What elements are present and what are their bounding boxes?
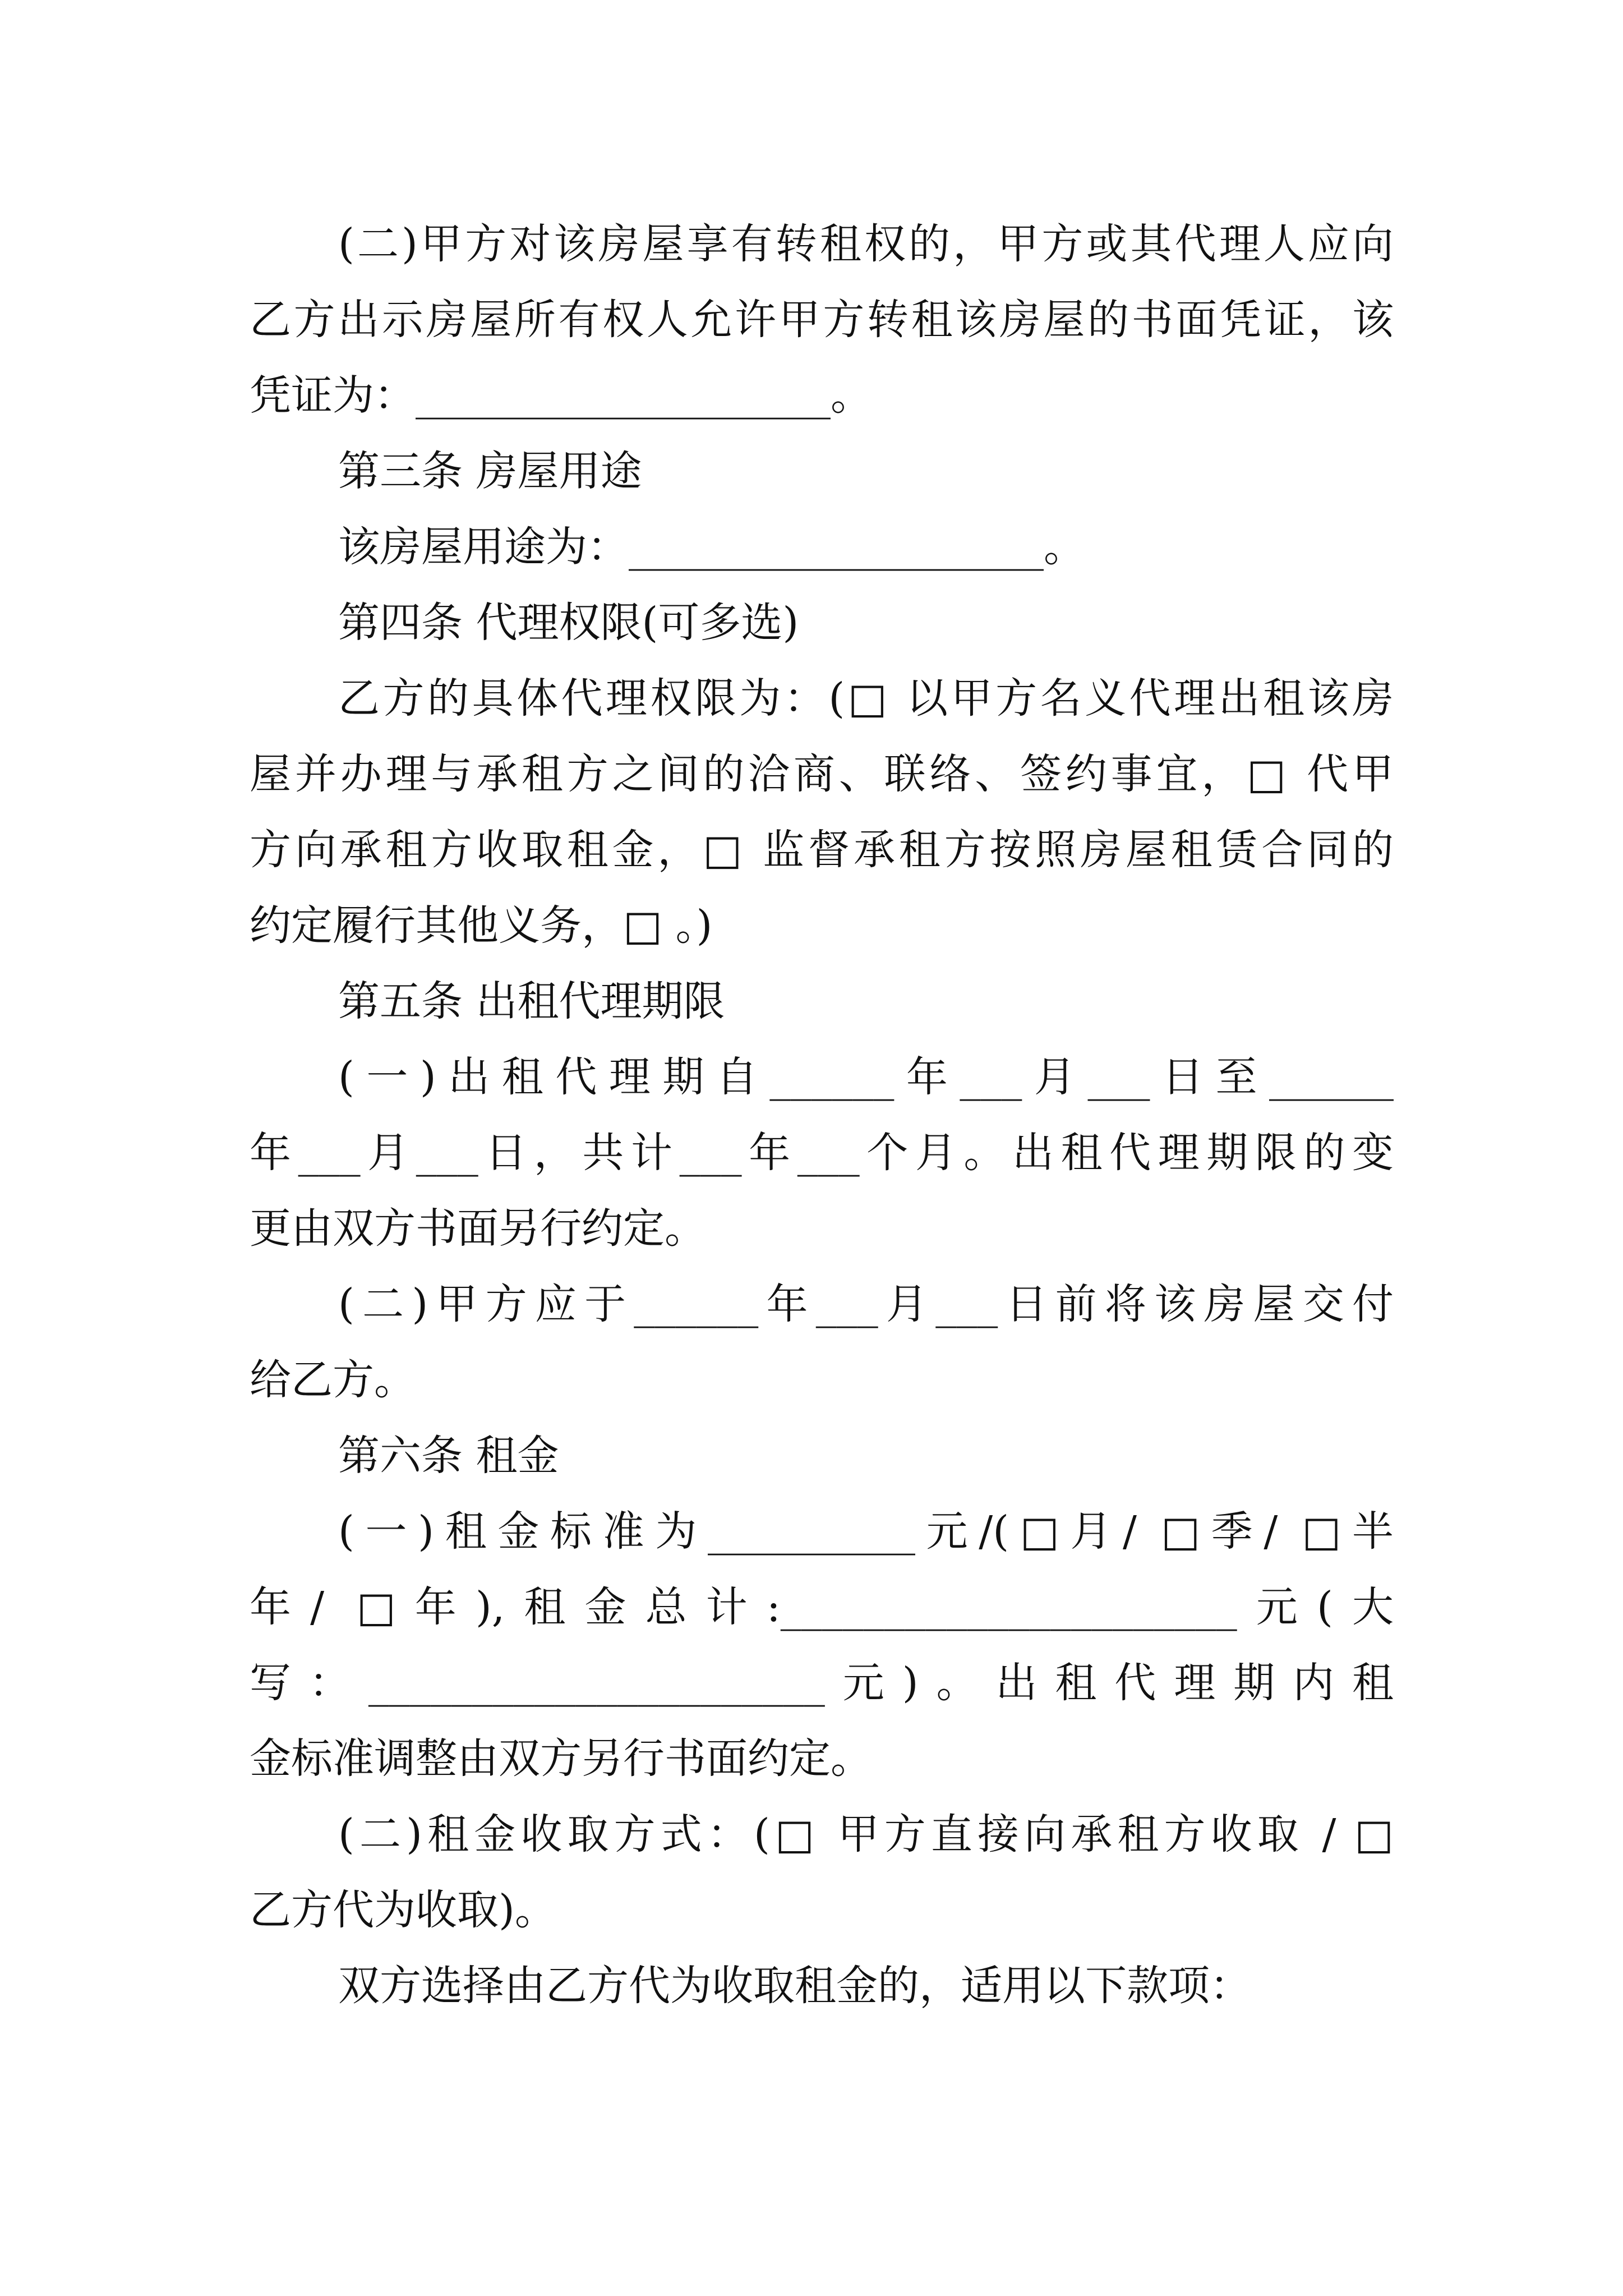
section-heading [338,962,1394,1041]
line-text: 双方选择由乙方代为收取租金的，适用以下款项： [338,1962,1251,2010]
paragraph-line [250,356,1394,435]
paragraph-line [250,1568,1394,1646]
line-text: 乙方的具体代理权限为：(□ 以甲方名义代理出租该房 [338,674,1394,723]
paragraph-line [338,659,1394,738]
line-text: (一)出租代理期自______年___月___日至______ [338,1053,1394,1101]
paragraph-line [250,886,1394,965]
paragraph-line [250,1114,1394,1192]
paragraph-line [338,205,1394,283]
line-text: 第六条 租金 [338,1432,559,1480]
paragraph-line [250,811,1394,889]
line-text: 屋并办理与承租方之间的洽商、联络、签约事宜，□ 代甲 [250,750,1394,798]
section-heading [338,583,1394,662]
line-text: 写：______________________元)。出租代理期内租 [250,1659,1394,1707]
line-text: 第五条 出租代理期限 [338,977,725,1025]
line-text: 第三条 房屋用途 [338,447,642,495]
line-text: 乙方出示房屋所有权人允许甲方转租该房屋的书面凭证，该 [250,296,1394,344]
paragraph-line [338,1795,1394,1874]
section-heading [338,1416,1394,1495]
line-text: 更由双方书面另行约定。 [250,1204,706,1253]
paragraph-line [250,1871,1394,1949]
line-text: 金标准调整由双方另行书面约定。 [250,1734,872,1783]
section-heading [338,432,1394,510]
line-text: (二)租金收取方式：(□ 甲方直接向承租方收取 / □ [338,1810,1394,1858]
line-text: 年/ □年),租金总计:______________________元(大 [250,1583,1394,1631]
line-text: 该房屋用途为：____________________。 [338,523,1085,571]
paragraph-line [250,1719,1394,1798]
line-text: 给乙方。 [250,1356,416,1404]
line-text: 乙方代为收取)。 [250,1886,556,1934]
paragraph-line [338,1492,1394,1571]
paragraph-line [250,280,1394,359]
line-text: (一)租金标准为__________元/(□月/ □季/ □半 [338,1507,1394,1556]
paragraph-line [250,1189,1394,1268]
paragraph-line [338,1038,1394,1116]
paragraph-line [338,1265,1394,1343]
line-text: (二)甲方对该房屋享有转租权的，甲方或其代理人应向 [338,220,1394,268]
paragraph-line [338,1947,1394,2025]
paragraph-line [250,1341,1394,1419]
paragraph-line [250,735,1394,813]
line-text: (二)甲方应于______年___月___日前将该房屋交付 [338,1280,1394,1328]
line-text: 约定履行其他义务，□ 。) [250,901,713,950]
line-text: 第四条 代理权限(可多选) [338,599,799,647]
paragraph-line [250,1644,1394,1722]
line-text: 凭证为：____________________。 [250,371,872,420]
line-text: 方向承租方收取租金，□ 监督承租方按照房屋租赁合同的 [250,826,1394,874]
paragraph-line [338,508,1394,586]
line-text: 年___月___日，共计___年___个月。出租代理期限的变 [250,1129,1394,1177]
